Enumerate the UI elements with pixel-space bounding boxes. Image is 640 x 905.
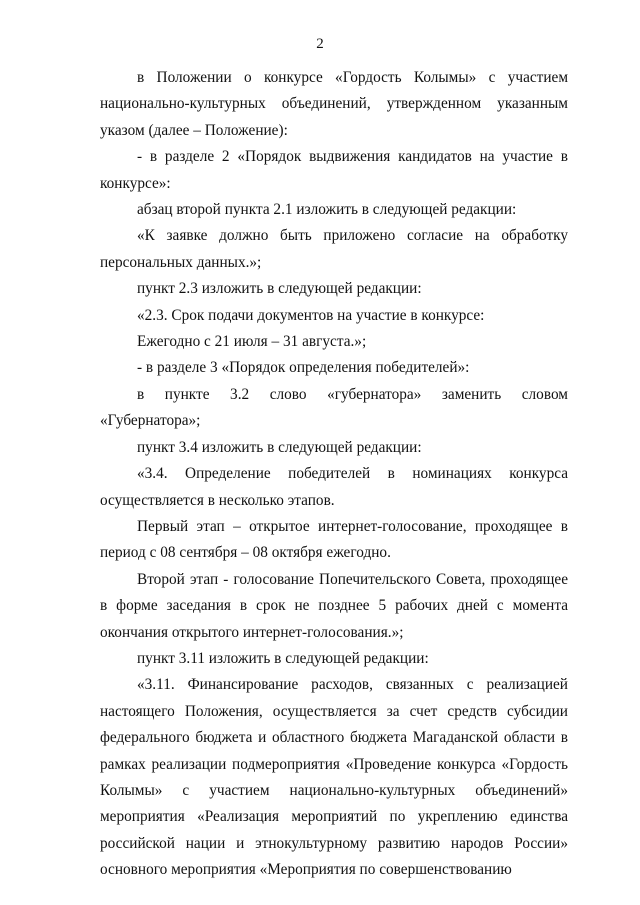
paragraph-3-11-text: «3.11. Финансирование расходов, связанных с реализацией настоящего Положения, осуществляется за счет средств субсидии федерального бюджета и областного бюджета Магаданской области в рамках реализации подмероприятия «Проведение конкурса «Гордость Колымы» с участием национально-культурных объединений» мероприятия «Реализация мероприятий по укреплению единства российской нации и этнокультурному развитию народов России» основного мероприятия «Мероприятия по совершенствованию	[100, 676, 568, 879]
paragraph-stage-one: Первый этап – открытое интернет-голосование, проходящее в период с 08 сентября – 08 октября ежегодно.	[100, 517, 568, 562]
paragraph-2-3-instruction: пункт 2.3 изложить в следующей редакции:	[137, 280, 422, 298]
paragraph-3-11-instruction: пункт 3.11 изложить в следующей редакции:	[137, 649, 429, 667]
paragraph-intro: в Положении о конкурсе «Гордость Колымы» с участием национально-культурных объединений, утвержденном указанным указом (далее – Положение):	[100, 69, 568, 139]
paragraph-3-4-instruction: пункт 3.4 изложить в следующей редакции:	[137, 438, 422, 456]
paragraph-3-2-change: в пункте 3.2 слово «губернатора» заменить словом «Губернатора»;	[100, 385, 568, 430]
paragraph-section-3: - в разделе 3 «Порядок определения победителей»:	[137, 359, 470, 377]
paragraph-3-4-text: «3.4. Определение победителей в номинациях конкурса осуществляется в несколько этапов.	[100, 465, 568, 509]
paragraph-2-3-text: «2.3. Срок подачи документов на участие в конкурсе:	[137, 306, 485, 324]
paragraph-2-1-instruction: абзац второй пункта 2.1 изложить в следующей редакции:	[137, 201, 517, 219]
paragraph-2-3-dates: Ежегодно с 21 июля – 31 августа.»;	[137, 333, 367, 351]
page-number: 2	[316, 36, 324, 52]
paragraph-section-2: - в разделе 2 «Порядок выдвижения кандидатов на участие в конкурсе»:	[100, 148, 568, 192]
paragraph-2-1-text: «К заявке должно быть приложено согласие на обработку персональных данных.»;	[100, 227, 568, 271]
document-body	[100, 65, 568, 884]
paragraph-stage-two: Второй этап - голосование Попечительского Совета, проходящее в форме заседания в срок не позднее 5 рабочих дней с момента окончания открытого интернет-голосования.»;	[100, 570, 568, 641]
